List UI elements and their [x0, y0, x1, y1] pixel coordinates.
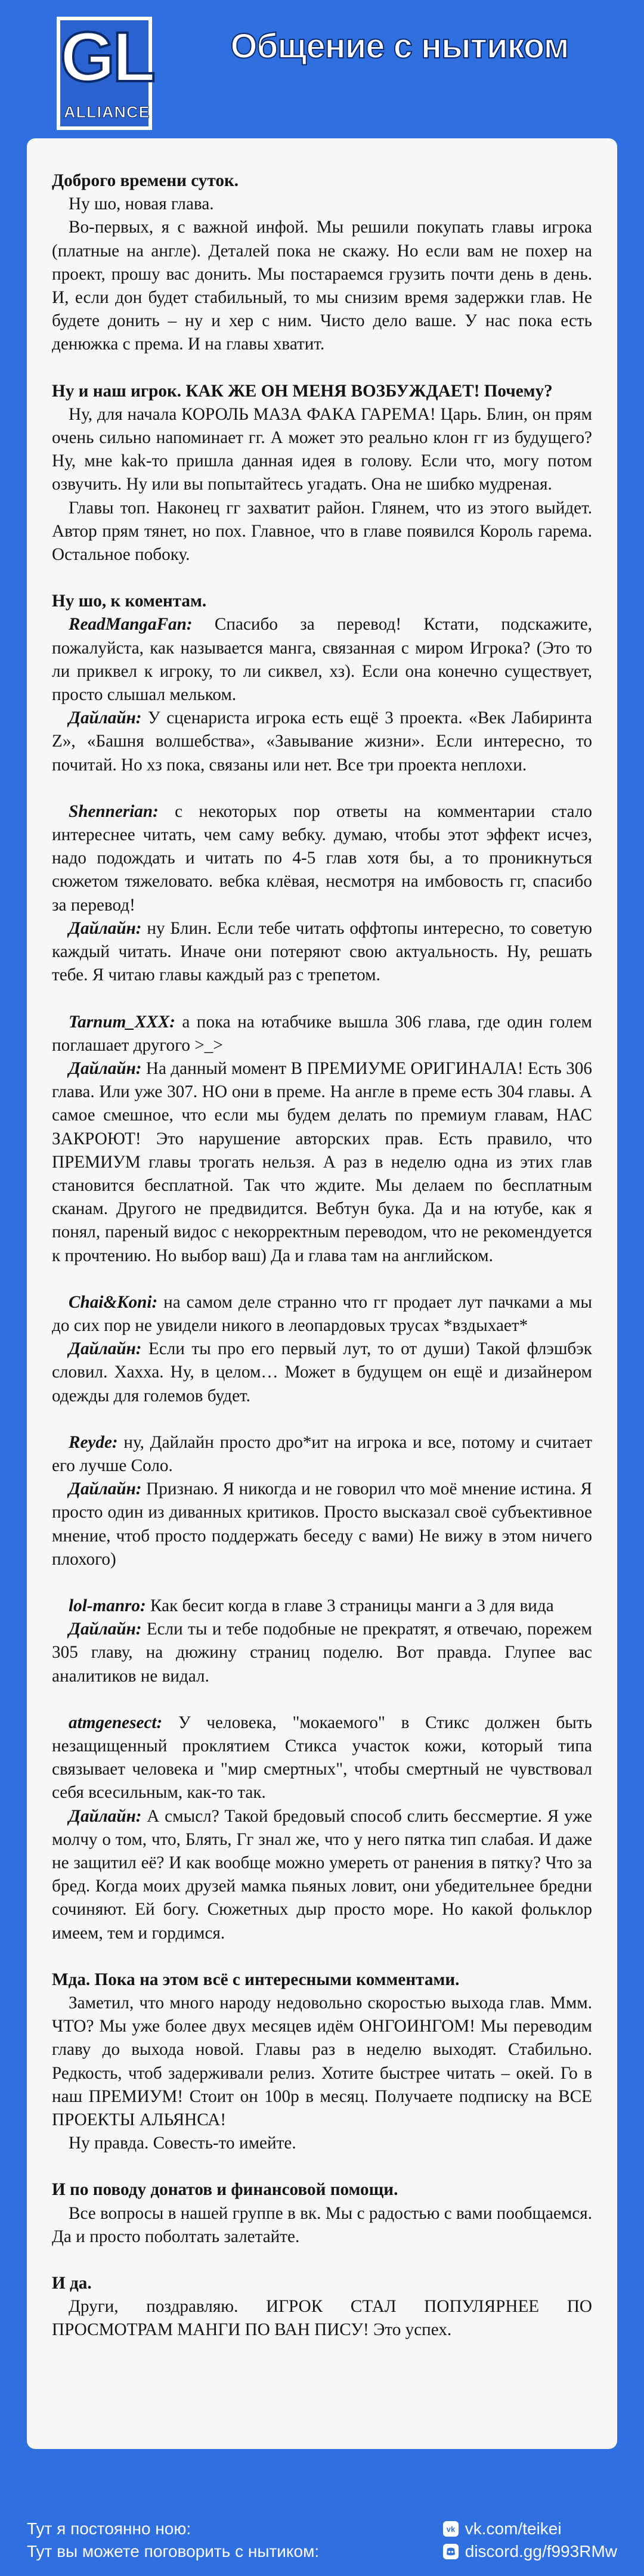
comment: [52, 1011, 592, 1057]
gl-alliance-logo[interactable]: [57, 17, 152, 130]
comment-text: У человека, "мокаемого" в Стикс должен быть незащищенный проклятием Стикса участок кожи, который типа связывает человека и "мир смертных", чтобы смертный не чувствовал себя всесильным, как-то так.: [52, 1713, 592, 1803]
header: [0, 0, 644, 137]
vk-icon: [442, 2521, 459, 2537]
page-title: Общение с нытиком: [230, 27, 569, 66]
footer: [0, 2510, 644, 2576]
heading-end-comments: Мда. Пока на этом всё с интересными комментами.: [52, 1970, 460, 1989]
comment-author: lol-manro:: [69, 1596, 146, 1615]
heading-donations: И по поводу донатов и финансовой помощи.: [52, 2180, 398, 2200]
discord-link-row[interactable]: [442, 2540, 617, 2563]
paragraph-chapter-review: Главы топ. Наконец гг захватит район. Глянем, что из этого выйдет. Автор прям тянет, но пох. Главное, что в главе появился Король гарема. Остальное побоку.: [52, 498, 592, 565]
paragraph-congrats: Други, поздравляю. ИГРОК СТАЛ ПОПУЛЯРНЕЕ ПО ПРОСМОТРАМ МАНГИ ПО ВАН ПИСУ! Это успех.: [52, 2297, 592, 2340]
reply-author: Дайлайн:: [69, 1806, 142, 1826]
svg-text:vk: vk: [446, 2525, 455, 2534]
reply-author: Дайлайн:: [69, 1479, 142, 1499]
heading-comments: Ну шо, к коментам.: [52, 592, 207, 611]
comment-text: а пока на ютабчике вышла 306 глава, где один голем поглашает другого >_>: [52, 1012, 592, 1055]
comment-text: с некоторых пор ответы на комментарии стало интереснее читать, чем саму вебку. думаю, чтобы этот эффект исчез, надо подождать и читать по 4-5 глав хотя бы, а то проникнуться сюжетом тяжеловато. вебка клёвая, несмотря на имбовость гг, спасибо за перевод!: [52, 801, 592, 915]
comment: [52, 1711, 592, 1805]
comment-text: ну, Дайлайн просто дро*ит на игрока и все, потому и считает его лучше Соло.: [52, 1432, 592, 1475]
comment-author: Reyde:: [69, 1432, 118, 1452]
reply-text: На данный момент В ПРЕМИУМЕ ОРИГИНАЛА! Есть 306 глава. Или уже 307. НО они в преме. На англе в преме есть 304 главы. А самое смешное, что если мы будем делать по премиум главам, НАС ЗАКРОЮТ! Это нарушение авторских прав. Есть правило, что ПРЕМИУМ главы трогать нельзя. А раз в неделю одна из этих глав становится бесплатной. Так что ждите. Мы делаем по бесплатным сканам. Другого не предвидится. Вебтун бука. Да и на ютубе, как я понял, пареный видос с некорректным переводом, что не рекомендуется к прочтению. Но выбор ваш) Да и глава там на английском.: [52, 1058, 592, 1265]
heading-player: Ну и наш игрок. КАК ЖЕ ОН МЕНЯ ВОЗБУЖДАЕТ! Почему?: [52, 381, 553, 401]
comment-author: ReadMangaFan:: [69, 615, 193, 634]
reply: [52, 1618, 592, 1688]
comment-text: на самом деле странно что гг продает лут пачками а мы до сих пор не увидели никого в леопардовых трусах *вздыхает*: [52, 1292, 592, 1335]
reply-text: У сценариста игрока есть ещё 3 проекта. «Век Лабиринта Z», «Башня волшебства», «Завывание жизни». Если интересно, то почитай. Но хз пока, связаны или нет. Все три проекта неплохи.: [52, 708, 592, 775]
paragraph-donations: Все вопросы в нашей группе в вк. Мы с радостью с вами пообщаемся. Да и просто поболтать залетайте.: [52, 2203, 592, 2246]
reply-text: Если ты про его первый лут, то от души) Такой флэшбэк словил. Хахха. Ну, в целом… Может в будущем он ещё и дизайнером одежды для големов будет.: [52, 1339, 592, 1405]
comment-author: Shennerian:: [69, 801, 159, 821]
paragraph-harem-king: Ну, для начала КОРОЛЬ МАЗА ФАКА ГАРЕМА! Царь. Блин, он прям очень сильно напоминает гг. А может это реально клон гг из будущего? Ну, мне kak-то пришла данная идея в голову. Если что, могу потом озвучить. Ну или вы попытайтесь угадать. Она не шибко мудреная.: [52, 404, 592, 494]
comment: [52, 1291, 592, 1337]
paragraph-conscience: Ну правда. Совесть-то имейте.: [69, 2134, 296, 2153]
reply-author: Дайлайн:: [69, 1058, 142, 1078]
reply-author: Дайлайн:: [69, 708, 142, 728]
reply: [52, 1057, 592, 1268]
comment-text: Как бесит когда в главе 3 страницы манги а 3 для вида: [145, 1596, 554, 1615]
paragraph-purchase-info: Во-первых, я с важной инфой. Мы решили покупать главы игрока (платные на англе). Деталей пока не скажу. Но если вам не похер на проект, прошу вас донить. Мы постараемся грузить почти день в день. И, если дон будет стабильный, то мы снизим время задержки глав. Не будете донить – ну и хер с ним. Чисто дело ваше. У нас пока есть денюжка с према. И на главы хватит.: [52, 218, 592, 354]
greeting: Доброго времени суток.: [52, 171, 239, 190]
comment-text: Спасибо за перевод! Кстати, подскажите, пожалуйста, как называется манга, связанная с миром Игрока? (Это то ли приквел к игроку, то ли сиквел, хз). Если она конечно существует, просто слышал мельком.: [52, 615, 592, 705]
vk-link[interactable]: vk.com/teikei: [465, 2519, 562, 2538]
reply-author: Дайлайн:: [69, 1620, 142, 1639]
reply: [52, 1478, 592, 1571]
reply: [52, 707, 592, 777]
comment: [52, 800, 592, 917]
heading-and-yes: И да.: [52, 2274, 92, 2293]
comment: [52, 1594, 592, 1618]
discord-link[interactable]: discord.gg/f993RMw: [465, 2542, 617, 2560]
reply-text: ну Блин. Если тебе читать оффтопы интересно, то советую каждый читать. Иначе они потеряют свою актуальность. Ну, решать тебе. Я читаю главы каждый раз с трепетом.: [52, 918, 592, 985]
reply: [52, 917, 592, 987]
paragraph-new-chapter: Ну шо, новая глава.: [69, 194, 214, 214]
logo-gl-text: GL: [60, 18, 153, 97]
comment-author: Tarnum_XXX:: [69, 1012, 175, 1032]
footer-caption-discord: Тут вы можете поговорить с нытиком:: [27, 2542, 320, 2560]
comment-author: atmgenesect:: [69, 1713, 163, 1732]
reply-author: Дайлайн:: [69, 918, 142, 938]
logo-alliance-text: ALLIANCE: [64, 103, 150, 121]
reply: [52, 1805, 592, 1945]
footer-links: [442, 2518, 617, 2563]
reply-text: Если ты и тебе подобные не прекратят, я отвечаю, порежем 305 главу, на дюжину страниц поделю. Вот правда. Глупее вас аналитиков не видал.: [52, 1620, 592, 1686]
reply-text: Признаю. Я никогда и не говорил что моё мнение истина. Я просто один из диванных критиков. Просто высказал своё субъективное мнение, чтоб просто поддержать беседу с вами) Не вижу в этом ничего плохого): [52, 1479, 592, 1569]
comment: [52, 613, 592, 707]
vk-link-row[interactable]: [442, 2518, 617, 2540]
reply-text: А смысл? Такой бредовый способ слить бессмертие. Я уже молчу о том, что, Блять, Гг знал же, что у него пятка тип слабая. И даже не защитил её? И как вообще можно умереть от ранения в пятку? Что за бред. Когда моих друзей мамка пьяных ловит, они убедительнее бредни сочиняют. Ей богу. Сюжетных дыр просто море. Но какой фольклор имеем, тем и гордимся.: [52, 1806, 592, 1943]
reply: [52, 1337, 592, 1408]
article-panel: [27, 138, 617, 2449]
paragraph-release-speed: Заметил, что много народу недовольно скоростью выхода глав. Ммм. ЧТО? Мы уже более двух месяцев идём ОНГОИНГОМ! Мы переводим главу до выхода новой. Главы раз в неделю выходят. Стабильно. Редкость, чтоб задерживали релиз. Хотите быстрее читать – окей. Го в наш ПРЕМИУМ! Стоит он 100р в месяц. Получаете подписку на ВСЕ ПРОЕКТЫ АЛЬЯНСА!: [52, 1993, 592, 2130]
comment-author: Chai&Koni:: [69, 1292, 158, 1312]
discord-icon: [442, 2543, 459, 2560]
comment: [52, 1431, 592, 1478]
footer-captions: [27, 2518, 319, 2563]
footer-caption-vk: Тут я постоянно ною:: [27, 2519, 191, 2538]
reply-author: Дайлайн:: [69, 1339, 142, 1359]
